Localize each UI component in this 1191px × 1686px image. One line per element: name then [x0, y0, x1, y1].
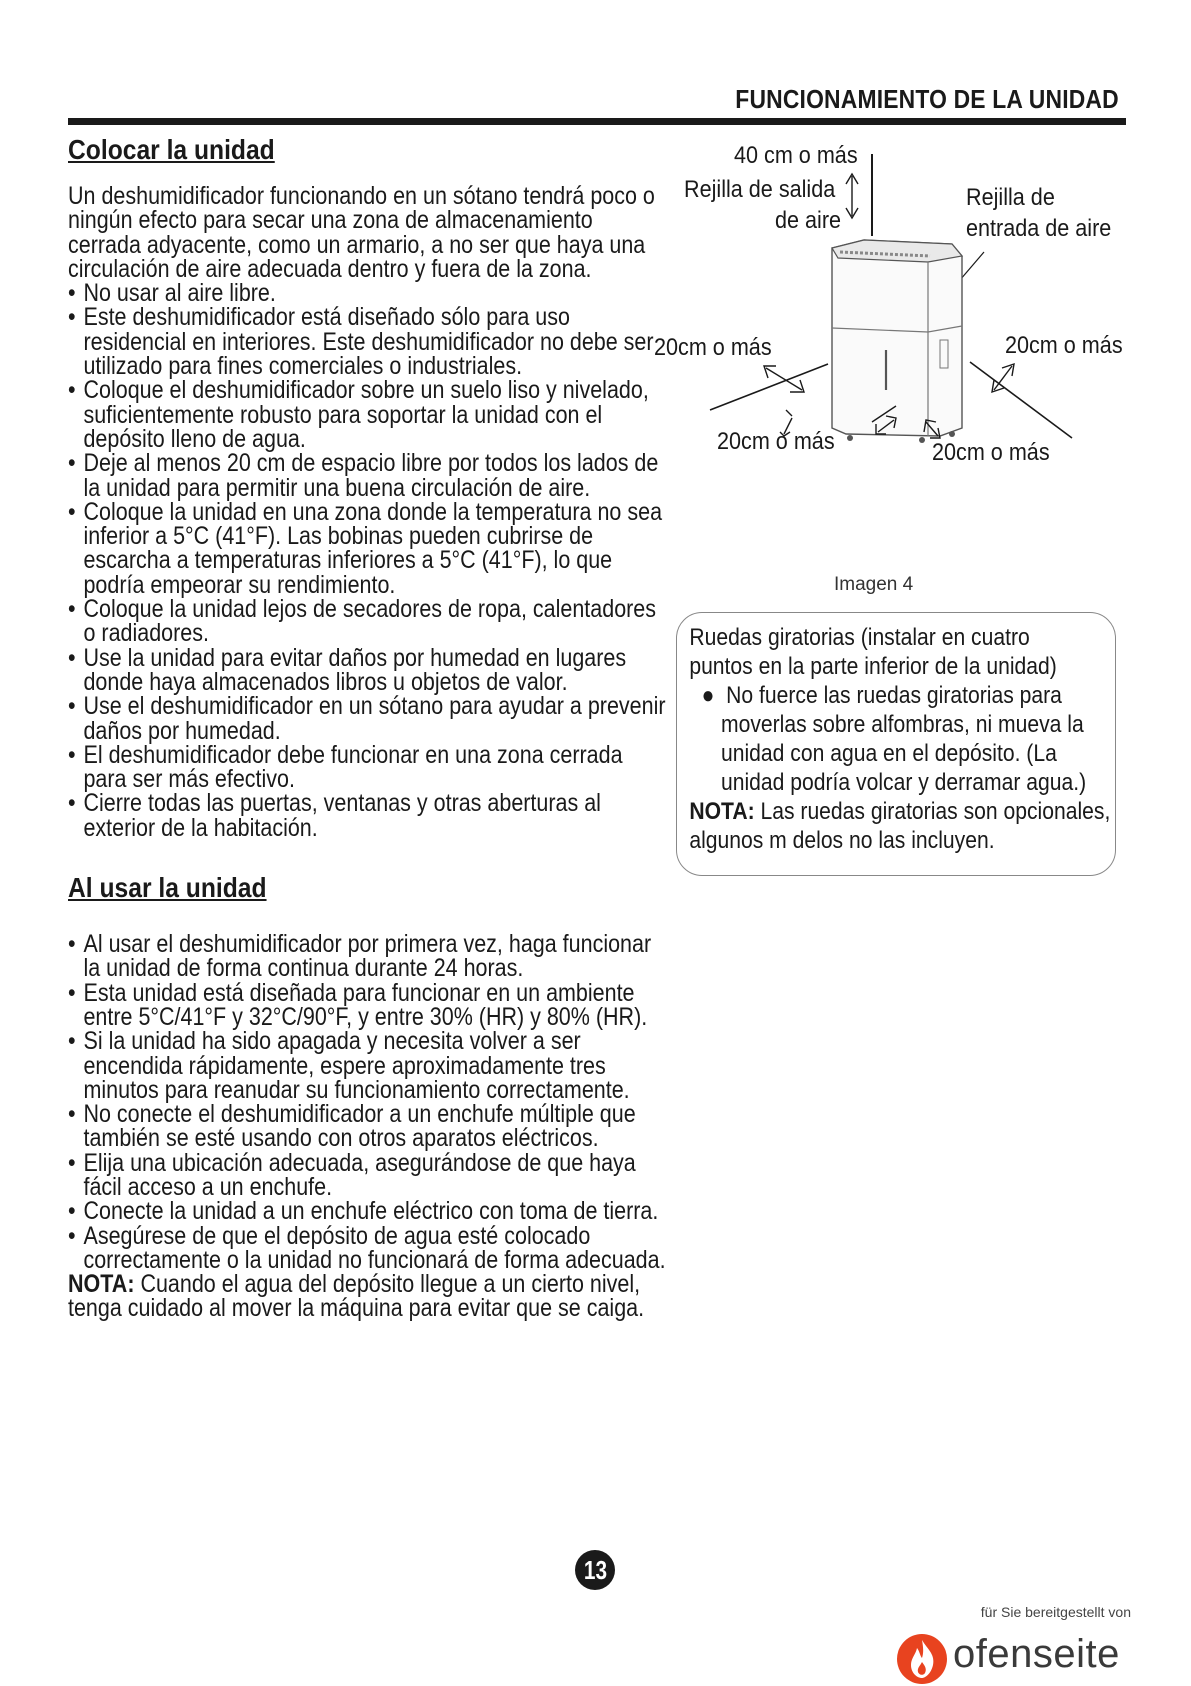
- placement-bullet-list: [68, 281, 670, 840]
- usage-note: [68, 1272, 670, 1321]
- list-item: • Si la unidad ha sido apagada y necesita volver a ser encendida rápidamente, espere aproximadamente tres minutos para reanudar su funcionamiento correctamente.: [68, 1029, 670, 1102]
- caster-note-bullet-text: No fuerce las ruedas giratorias para moverlas sobre alfombras, ni mueva la unidad con agua en el depósito. (La unidad podría volcar y derramar agua.): [721, 682, 1087, 796]
- caster-note-line2: puntos en la parte inferior de la unidad): [689, 653, 1057, 680]
- caster-note-content: [677, 623, 1121, 855]
- outlet-label-line2: de aire: [775, 205, 842, 234]
- list-item: • Use el deshumidificador en un sótano para ayudar a prevenir daños por humedad.: [68, 694, 670, 743]
- section-title-usage: Al usar la unidad: [68, 872, 267, 904]
- figure-caption: Imagen 4: [834, 574, 914, 595]
- list-item: • Este deshumidificador está diseñado sólo para uso residencial en interiores. Este deshumidificador no debe ser utilizado para fines comerciales o industriales.: [68, 305, 670, 378]
- list-item: • Elija una ubicación adecuada, asegurándose de que haya fácil acceso a un enchufe.: [68, 1151, 670, 1200]
- nota-text: Cuando el agua del depósito llegue a un cierto nivel, tenga cuidado al mover la máquina para evitar que se caiga.: [68, 1270, 645, 1323]
- list-item: • Coloque la unidad en una zona donde la temperatura no sea inferior a 5°C (41°F). Las bobinas pueden cubrirse de escarcha a temperaturas inferiores a 5°C (41°F), lo que podría empeorar su rendimiento.: [68, 500, 670, 597]
- list-item: • Asegúrese de que el depósito de agua esté colocado correctamente o la unidad no funcionará de forma adecuada.: [68, 1224, 670, 1273]
- dehumidifier-illustration: [832, 240, 962, 443]
- list-item: • El deshumidificador debe funcionar en una zona cerrada para ser más efectivo.: [68, 743, 670, 792]
- front-right-clearance-label: 20cm o más: [932, 437, 1050, 466]
- caster-note-box: [676, 612, 1116, 876]
- inlet-label-line1: Rejilla de: [966, 182, 1055, 211]
- caster-note-bullet: [689, 681, 1120, 797]
- outlet-label-line1: Rejilla de salida: [684, 174, 836, 203]
- nota-label: NOTA:: [689, 798, 755, 825]
- nota-label: NOTA:: [68, 1270, 135, 1299]
- inlet-leader-line: [960, 252, 984, 280]
- list-item: • Use la unidad para evitar daños por humedad en lugares donde haya almacenados libros u objetos de valor.: [68, 646, 670, 695]
- right-wall-line: [970, 362, 1072, 438]
- right-clearance-label: 20cm o más: [1005, 330, 1123, 359]
- list-item: • No conecte el deshumidificador a un enchufe múltiple que también se esté usando con otros aparatos eléctricos.: [68, 1102, 670, 1151]
- section-title-placement: Colocar la unidad: [68, 134, 275, 165]
- page-header-title: FUNCIONAMIENTO DE LA UNIDAD: [735, 84, 1119, 114]
- caster-note-line1: Ruedas giratorias (instalar en cuatro: [689, 624, 1030, 651]
- bullet-dot-icon: ●: [701, 682, 727, 709]
- list-item: • No usar al aire libre.: [68, 281, 670, 305]
- left-wall-line: [710, 364, 828, 410]
- caster-note-nota: [689, 797, 1120, 855]
- flame-logo-icon: [895, 1632, 949, 1686]
- list-item: • Cierre todas las puertas, ventanas y otras aberturas al exterior de la habitación.: [68, 791, 670, 840]
- usage-bullet-list: [68, 932, 670, 1272]
- top-clearance-label: 40 cm o más: [734, 140, 858, 169]
- header-rule: [68, 118, 1126, 125]
- front-left-clearance-label: 20cm o más: [717, 426, 835, 455]
- placement-intro: Un deshumidificador funcionando en un sótano tendrá poco o ningún efecto para secar una zona de almacenamiento cerrada adyacente, como un armario, a no ser que haya una circulación de aire adecuada dentro y fuera de la zona.: [68, 182, 655, 283]
- usage-body: [68, 932, 670, 1321]
- clearance-diagram: [640, 140, 1140, 520]
- left-clearance-label: 20cm o más: [654, 332, 772, 361]
- list-item: • Esta unidad está diseñada para funcionar en un ambiente entre 5°C/41°F y 32°C/90°F, y entre 30% (HR) y 80% (HR).: [68, 981, 670, 1030]
- list-item: • Coloque el deshumidificador sobre un suelo liso y nivelado, suficientemente robusto para soportar la unidad con el depósito lleno de agua.: [68, 378, 670, 451]
- left-column: [68, 134, 668, 1321]
- brand-name: ofenseite: [953, 1632, 1120, 1676]
- page-number: [575, 1550, 615, 1590]
- inlet-label-line2: entrada de aire: [966, 213, 1112, 242]
- list-item: • Coloque la unidad lejos de secadores de ropa, calentadores o radiadores.: [68, 597, 670, 646]
- nota-text: Las ruedas giratorias son opcionales, algunos m delos no las incluyen.: [689, 798, 1111, 854]
- page-number-text: 13: [583, 1555, 607, 1585]
- list-item: • Al usar el deshumidificador por primera vez, haga funcionar la unidad de forma continua durante 24 horas.: [68, 932, 670, 981]
- provider-text: für Sie bereitgestellt von: [980, 1604, 1131, 1620]
- placement-body: [68, 184, 670, 840]
- list-item: • Conecte la unidad a un enchufe eléctrico con toma de tierra.: [68, 1199, 670, 1223]
- list-item: • Deje al menos 20 cm de espacio libre por todos los lados de la unidad para permitir una buena circulación de aire.: [68, 451, 670, 500]
